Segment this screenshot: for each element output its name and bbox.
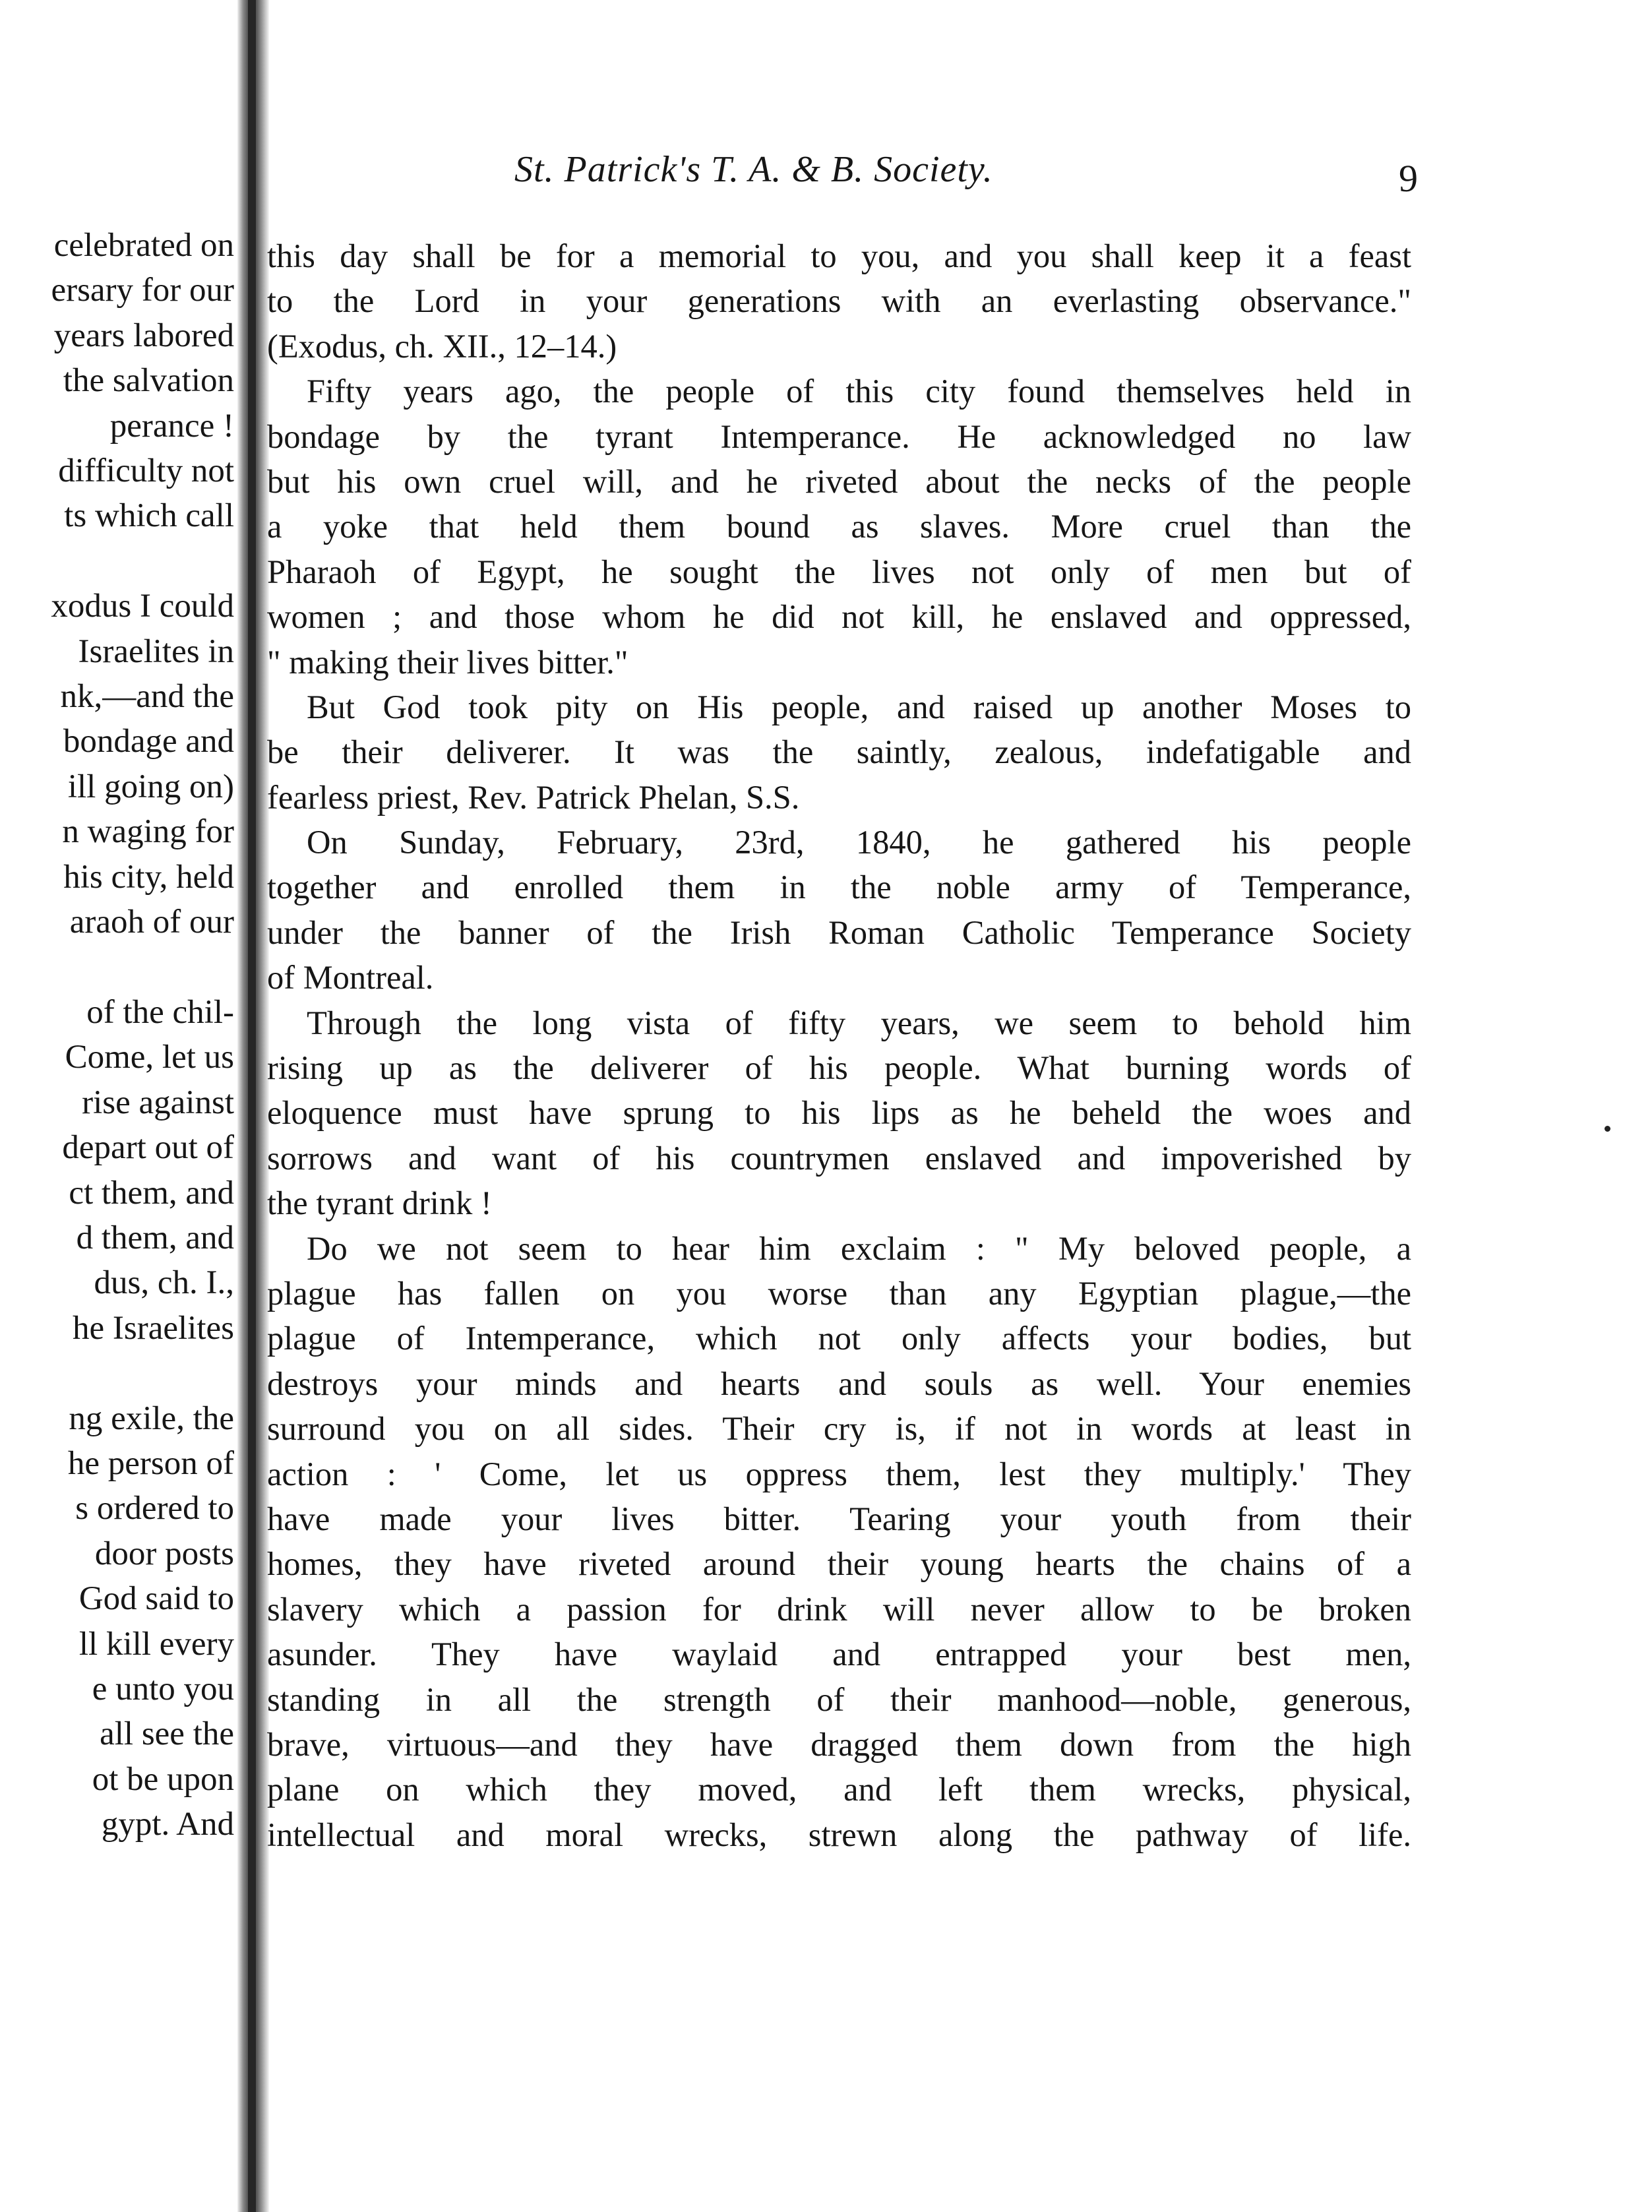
body-line: have made your lives bitter. Tearing your youth from their — [267, 1500, 1411, 1537]
body-line: homes, they have riveted around their young hearts the chains of a — [267, 1545, 1411, 1583]
left-page-line: ersary for our — [51, 272, 234, 309]
body-line: plague has fallen on you worse than any Egyptian plague,—the — [267, 1274, 1411, 1312]
left-page-line: s ordered to — [75, 1490, 234, 1527]
left-page-line: ct them, and — [69, 1174, 234, 1212]
body-line: asunder. They have waylaid and entrapped your best men, — [267, 1636, 1411, 1673]
body-line: Do we not seem to hear him exclaim : " My beloved people, a — [307, 1229, 1411, 1267]
body-line: standing in all the strength of their manhood—noble, generous, — [267, 1680, 1411, 1718]
body-line: Through the long vista of fifty years, we seem to behold him — [307, 1004, 1411, 1041]
left-page-line: God said to — [78, 1580, 234, 1618]
body-line: surround you on all sides. Their cry is, if not in words at least in — [267, 1410, 1411, 1448]
body-line: On Sunday, February, 23rd, 1840, he gathered his people — [307, 824, 1411, 861]
left-page-line: xodus I could — [51, 588, 234, 625]
body-line: women ; and those whom he did not kill, he enslaved and oppressed, — [267, 598, 1411, 636]
body-line: together and enrolled them in the noble army of Temperance, — [267, 869, 1411, 906]
left-page-line: Come, let us — [65, 1039, 234, 1076]
left-page-line: rise against — [82, 1084, 234, 1121]
left-page-line: the salvation — [63, 362, 234, 400]
left-page-line: door posts — [94, 1535, 234, 1572]
body-line: be their deliverer. It was the saintly, zealous, indefatigable and — [267, 733, 1411, 771]
left-page-line: his city, held — [63, 858, 234, 896]
left-page-line: years labored — [53, 317, 234, 354]
left-page-line: gypt. And — [101, 1806, 234, 1843]
left-page-line: difficulty not — [58, 452, 234, 490]
scan-speck — [1605, 1126, 1610, 1132]
body-line: slavery which a passion for drink will never allow to be broken — [267, 1590, 1411, 1628]
body-line: brave, virtuous—and they have dragged them down from the high — [267, 1725, 1411, 1763]
body-line: under the banner of the Irish Roman Catholic Temperance Society — [267, 913, 1411, 951]
body-line: (Exodus, ch. XII., 12–14.) — [267, 327, 617, 365]
body-line: sorrows and want of his countrymen enslaved and impoverished by — [267, 1139, 1411, 1177]
body-line: Pharaoh of Egypt, he sought the lives not only of men but of — [267, 553, 1411, 590]
body-line: action : ' Come, let us oppress them, lest they multiply.' They — [267, 1455, 1411, 1492]
paragraph-gap — [0, 944, 234, 989]
left-page-line: ot be upon — [92, 1760, 234, 1798]
left-page-line: he person of — [67, 1444, 234, 1482]
body-line: fearless priest, Rev. Patrick Phelan, S.S. — [267, 778, 800, 816]
left-page-line: e unto you — [92, 1670, 234, 1707]
left-page-line: celebrated on — [53, 227, 234, 264]
body-line: plague of Intemperance, which not only affects your bodies, but — [267, 1320, 1411, 1357]
body-line: destroys your minds and hearts and souls as well. Your enemies — [267, 1365, 1411, 1402]
left-page-line: dus, ch. I., — [94, 1264, 234, 1302]
left-page-line: ts which call — [64, 497, 234, 535]
page-body-text — [267, 233, 1411, 1857]
left-page-line: ng exile, the — [69, 1399, 234, 1437]
left-page-line: ill going on) — [67, 768, 234, 805]
left-page-line: d them, and — [76, 1219, 234, 1256]
body-line: of Montreal. — [267, 959, 434, 997]
body-line: But God took pity on His people, and raised up another Moses to — [307, 688, 1411, 725]
left-page-line: bondage and — [63, 723, 234, 760]
left-page-line: perance ! — [109, 407, 234, 445]
left-page-line: n waging for — [62, 813, 234, 851]
book-binding-edge — [248, 0, 256, 2212]
body-line: eloquence must have sprung to his lips as he beheld the woes and — [267, 1094, 1411, 1132]
left-page-line: ll kill every — [78, 1625, 234, 1663]
body-line: " making their lives bitter." — [267, 643, 628, 681]
body-line: but his own cruel will, and he riveted about the necks of the people — [267, 462, 1411, 500]
body-line: the tyrant drink ! — [267, 1184, 492, 1222]
left-page-line: of the chil- — [86, 993, 234, 1031]
paragraph-gap — [0, 1351, 234, 1396]
left-page-line: Israelites in — [78, 632, 234, 670]
body-line: this day shall be for a memorial to you, and you shall keep it a feast — [267, 237, 1411, 274]
page-number: 9 — [1399, 157, 1418, 200]
left-page-line: araoh of our — [69, 904, 234, 941]
left-page-line: depart out of — [62, 1129, 234, 1167]
paragraph-gap — [0, 539, 234, 584]
body-line: intellectual and moral wrecks, strewn along the pathway of life. — [267, 1816, 1411, 1853]
body-line: Fifty years ago, the people of this city found themselves held in — [307, 373, 1411, 410]
body-line: a yoke that held them bound as slaves. More cruel than the — [267, 508, 1411, 545]
body-line: to the Lord in your generations with an everlasting observance." — [267, 282, 1411, 320]
body-line: plane on which they moved, and left them wrecks, physical, — [267, 1771, 1411, 1808]
left-page-line: he Israelites — [73, 1309, 234, 1347]
left-page-line: nk,—and the — [60, 678, 234, 716]
running-header: St. Patrick's T. A. & B. Society. — [514, 149, 993, 190]
body-line: rising up as the deliverer of his people. What burning words of — [267, 1049, 1411, 1087]
left-page-line: all see the — [100, 1715, 234, 1753]
previous-page-fragment — [0, 223, 234, 1847]
body-line: bondage by the tyrant Intemperance. He acknowledged no law — [267, 417, 1411, 455]
